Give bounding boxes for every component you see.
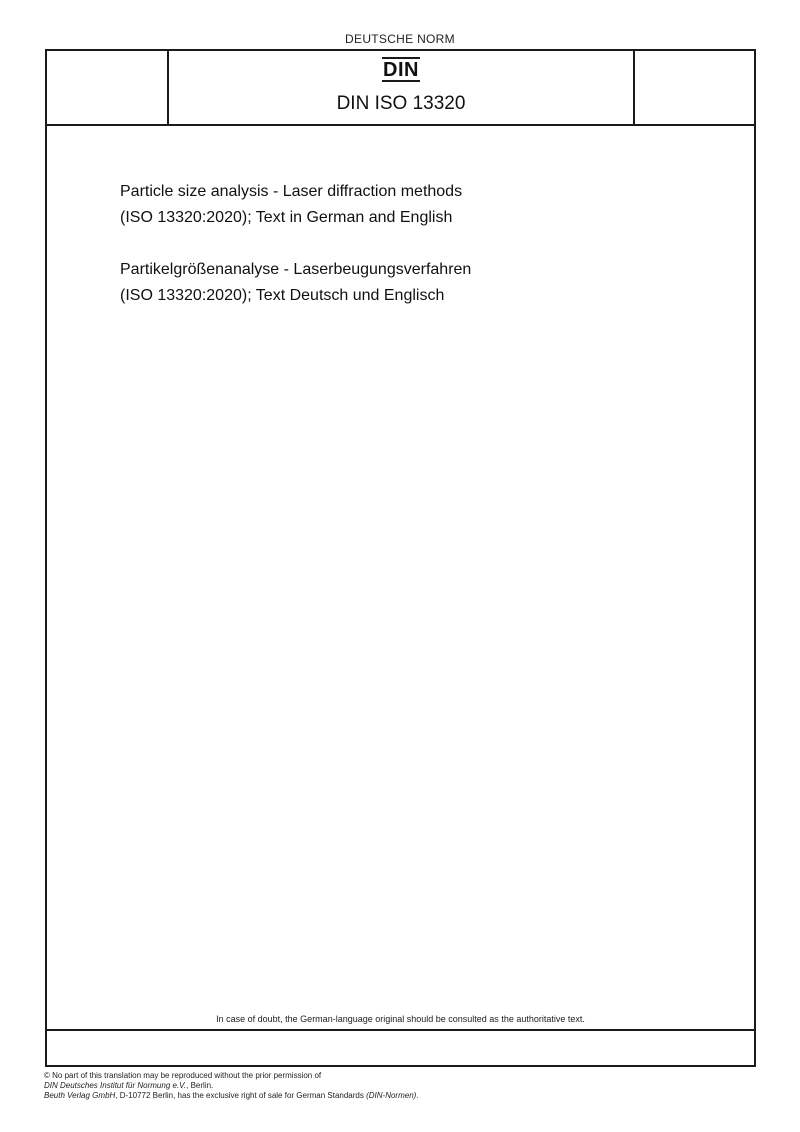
header-row — [47, 51, 754, 126]
copyright-line-3-end: . — [416, 1091, 419, 1100]
document-number: DIN ISO 13320 — [336, 93, 466, 114]
copyright-line-1: © No part of this translation may be reproduced without the prior permission of — [44, 1071, 322, 1080]
din-logo — [169, 57, 633, 82]
copyright-line-2 — [44, 1081, 744, 1091]
norm-label: DEUTSCHE NORM — [345, 32, 455, 46]
header-cell-left — [47, 51, 169, 124]
header-cell-center — [169, 51, 635, 124]
copyright-notice — [44, 1071, 744, 1101]
title-content — [120, 179, 720, 335]
german-title-line-2: (ISO 13320:2020); Text Deutsch und Englisch — [120, 287, 445, 304]
page-frame — [45, 49, 756, 1067]
german-title-line-1: Partikelgrößenanalyse - Laserbeugungsverfahren — [120, 261, 472, 278]
english-title-line-2: (ISO 13320:2020); Text in German and English — [120, 209, 453, 226]
english-title-line-1: Particle size analysis - Laser diffraction methods — [120, 183, 463, 200]
din-logo-text: DIN — [383, 59, 419, 81]
copyright-line-3-mid: , D-10772 Berlin, has the exclusive right of sale for German Standards — [115, 1091, 367, 1100]
din-normen-label: (DIN-Normen) — [366, 1091, 417, 1100]
german-title — [120, 257, 720, 309]
copyright-line-2-rest: , Berlin. — [186, 1081, 214, 1090]
authoritative-text-note: In case of doubt, the German-language original should be consulted as the authoritative text. — [216, 1014, 585, 1024]
beuth-verlag-name: Beuth Verlag GmbH — [44, 1091, 116, 1100]
copyright-line-3 — [44, 1091, 744, 1101]
din-institute-name: DIN Deutsches Institut für Normung e.V. — [44, 1081, 187, 1090]
english-title — [120, 179, 720, 231]
footer-row — [47, 1029, 754, 1031]
